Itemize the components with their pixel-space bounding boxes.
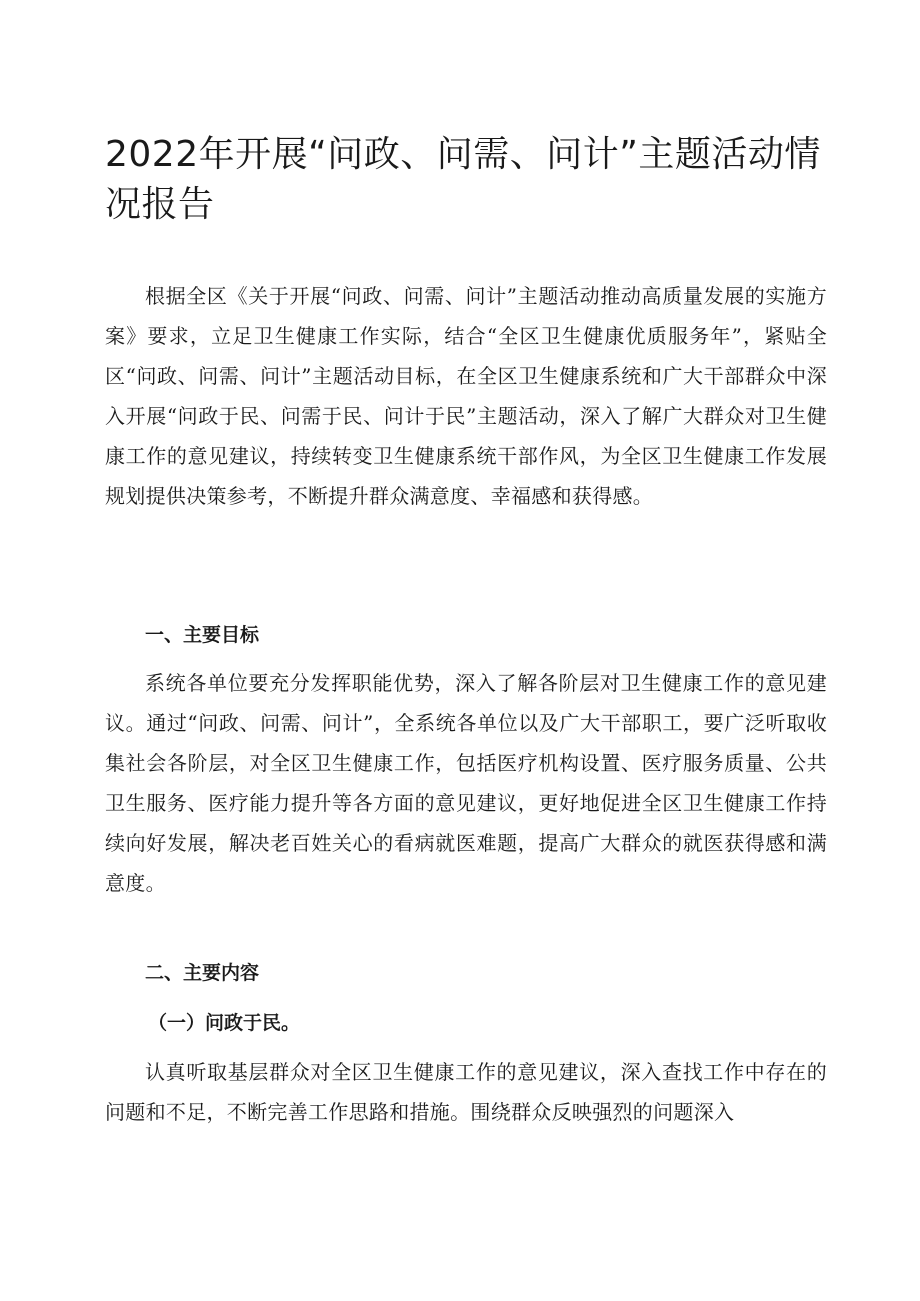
- subsection-heading-ask-people: （一）问政于民。: [148, 1012, 301, 1034]
- section-heading-main-goals: 一、主要目标: [145, 624, 260, 646]
- section-heading-main-content: 二、主要内容: [145, 962, 260, 984]
- intro-paragraph: 根据全区《关于开展“问政、问需、问计”主题活动推动高质量发展的实施方案》要求，立足卫生健康工作实际，结合“全区卫生健康优质服务年”，紧贴全区“问政、问需、问计”主题活动目标，在全区卫生健康系统和广大干部群众中深入开展“问政于民、问需于民、问计于民”主题活动，深入了解广大群众对卫生健康工作的意见建议，持续转变卫生健康系统干部作风，为全区卫生健康工作发展规划提供决策参考，不断提升群众满意度、幸福感和获得感。: [105, 284, 827, 508]
- main-goals-paragraph: 系统各单位要充分发挥职能优势，深入了解各阶层对卫生健康工作的意见建议。通过“问政、问需、问计”，全系统各单位以及广大干部职工，要广泛听取收集社会各阶层，对全区卫生健康工作，包括医疗机构设置、医疗服务质量、公共卫生服务、医疗能力提升等各方面的意见建议，更好地促进全区卫生健康工作持续向好发展，解决老百姓关心的看病就医难题，提高广大群众的就医获得感和满意度。: [105, 671, 827, 895]
- document-title: 2022年开展“问政、问需、问计”主题活动情况报告: [105, 134, 821, 225]
- ask-people-paragraph: 认真听取基层群众对全区卫生健康工作的意见建议，深入查找工作中存在的问题和不足，不断完善工作思路和措施。围绕群众反映强烈的问题深入: [105, 1060, 827, 1124]
